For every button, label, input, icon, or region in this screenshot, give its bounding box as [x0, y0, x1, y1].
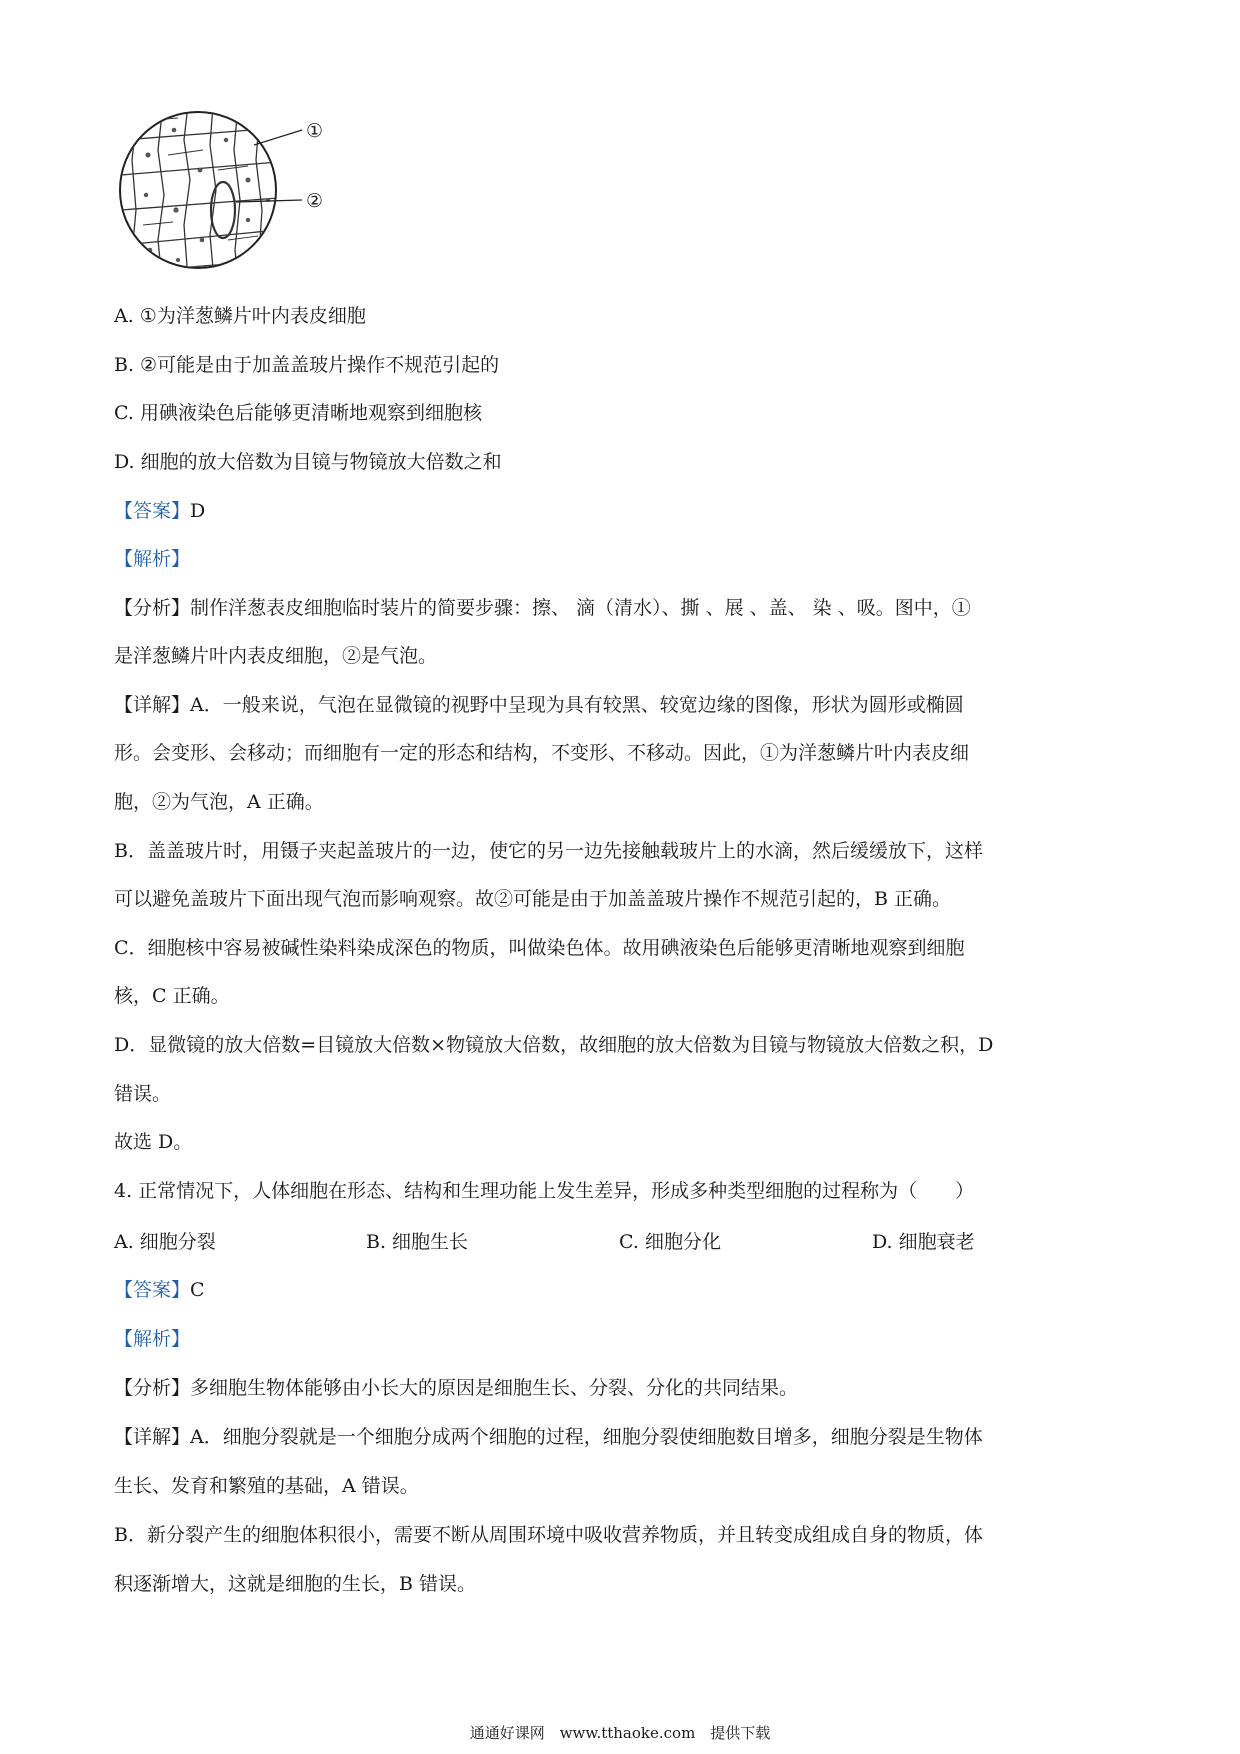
xiangjie-label: 【详解】	[114, 694, 191, 716]
answer-value: D	[190, 500, 206, 522]
fenxi-label: 【分析】	[114, 597, 191, 619]
onion-cell-micrograph	[118, 100, 358, 280]
q3-option-a: A. ①为洋葱鳞片叶内表皮细胞	[114, 305, 366, 327]
q3-option-c: C. 用碘液染色后能够更清晰地观察到细胞核	[114, 402, 482, 424]
q3-xiangjie-b1: B．盖盖玻片时，用镊子夹起盖玻片的一边，使它的另一边先接触载玻片上的水滴，然后缓缓放下，这样	[114, 840, 983, 862]
q3-fenxi-line2: 是洋葱鳞片叶内表皮细胞，②是气泡。	[114, 645, 438, 667]
q4-option-a: A. 细胞分裂	[114, 1231, 216, 1253]
q4-option-d: D. 细胞衰老	[872, 1231, 975, 1253]
q4-answer	[114, 1277, 205, 1303]
q3-xiangjie-d1: D．显微镜的放大倍数=目镜放大倍数×物镜放大倍数，故细胞的放大倍数为目镜与物镜放大倍数之积，D	[114, 1034, 994, 1056]
q4-xiangjie-a1	[114, 1424, 983, 1450]
q4-xiangjie-b1: B．新分裂产生的细胞体积很小，需要不断从周围环境中吸收营养物质，并且转变成组成自身的物质，体	[114, 1524, 983, 1546]
q4-option-b: B. 细胞生长	[366, 1231, 469, 1253]
q3-xiangjie-a3: 胞，②为气泡，A 正确。	[114, 791, 324, 813]
q3-xiangjie-c1: C．细胞核中容易被碱性染料染成深色的物质，叫做染色体。故用碘液染色后能够更清晰地观察到细胞	[114, 937, 965, 959]
q3-answer	[114, 498, 205, 524]
xiangjie-label: 【详解】	[114, 1426, 191, 1448]
answer-tag: 【答案】	[114, 1279, 191, 1301]
q4-analysis-tag: 【解析】	[114, 1328, 191, 1350]
q3-xiangjie-a1	[114, 692, 964, 718]
label-1: ①	[306, 120, 324, 142]
fenxi-text: 制作洋葱表皮细胞临时装片的简要步骤：擦、 滴（清水）、撕 、展 、盖、 染 、吸。图中，①	[190, 597, 971, 619]
q3-xiangjie-a2: 形。会变形、会移动；而细胞有一定的形态和结构，不变形、不移动。因此，①为洋葱鳞片叶内表皮细	[114, 742, 970, 764]
xiangjie-text: A．细胞分裂就是一个细胞分成两个细胞的过程，细胞分裂使细胞数目增多，细胞分裂是生物体	[190, 1426, 983, 1448]
q3-analysis-tag: 【解析】	[114, 548, 191, 570]
fenxi-text: 多细胞生物体能够由小长大的原因是细胞生长、分裂、分化的共同结果。	[190, 1377, 799, 1399]
q3-xiangjie-c2: 核，C 正确。	[114, 985, 230, 1007]
xiangjie-text: A．一般来说，气泡在显微镜的视野中呈现为具有较黑、较宽边缘的图像，形状为圆形或椭圆	[190, 694, 964, 716]
q3-conclusion: 故选 D。	[114, 1131, 193, 1153]
q3-xiangjie-b2: 可以避免盖玻片下面出现气泡而影响观察。故②可能是由于加盖盖玻片操作不规范引起的，B 正确。	[114, 888, 952, 910]
q4-xiangjie-a2: 生长、发育和繁殖的基础，A 错误。	[114, 1475, 419, 1497]
q3-xiangjie-d2: 错误。	[114, 1083, 172, 1105]
answer-tag: 【答案】	[114, 500, 191, 522]
fenxi-label: 【分析】	[114, 1377, 191, 1399]
q4-xiangjie-b2: 积逐渐增大，这就是细胞的生长，B 错误。	[114, 1573, 477, 1595]
q3-option-b: B. ②可能是由于加盖盖玻片操作不规范引起的	[114, 354, 500, 376]
label-2: ②	[306, 190, 324, 212]
q4-option-c: C. 细胞分化	[619, 1231, 721, 1253]
answer-value: C	[190, 1279, 205, 1301]
q4-fenxi	[114, 1375, 798, 1401]
q4-stem: 4. 正常情况下，人体细胞在形态、结构和生理功能上发生差异，形成多种类型细胞的过程称为（ ）	[114, 1180, 975, 1202]
page-footer: 通通好课网 www.tthaoke.com 提供下载	[469, 1724, 771, 1742]
q3-option-d: D. 细胞的放大倍数为目镜与物镜放大倍数之和	[114, 451, 502, 473]
q3-fenxi-line1	[114, 595, 971, 621]
